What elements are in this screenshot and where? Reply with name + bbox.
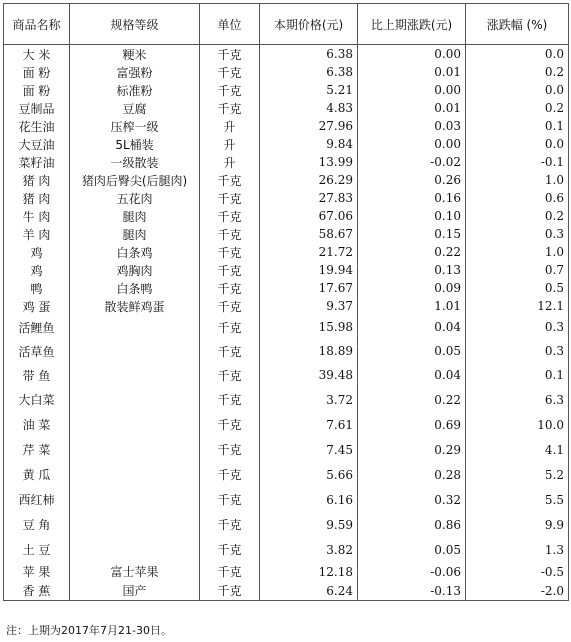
cell-change-amount: 0.05 xyxy=(358,537,466,562)
cell-current-price: 9.59 xyxy=(260,512,358,537)
cell-unit: 千克 xyxy=(200,462,260,487)
cell-change-amount: 0.29 xyxy=(358,437,466,462)
cell-unit: 千克 xyxy=(200,297,260,315)
cell-change-percent: 0.0 xyxy=(466,45,569,64)
cell-change-amount: 0.00 xyxy=(358,45,466,64)
table-row xyxy=(4,207,569,225)
cell-change-amount: 0.22 xyxy=(358,243,466,261)
cell-unit: 千克 xyxy=(200,261,260,279)
cell-change-percent: -2.0 xyxy=(466,581,569,601)
table-row xyxy=(4,225,569,243)
cell-change-percent: 6.3 xyxy=(466,387,569,412)
header-spec-grade: 规格等级 xyxy=(70,4,200,45)
cell-unit: 升 xyxy=(200,153,260,171)
cell-change-percent: 1.0 xyxy=(466,243,569,261)
cell-spec-grade: 白条鸭 xyxy=(70,279,200,297)
cell-unit: 千克 xyxy=(200,315,260,339)
cell-current-price: 9.84 xyxy=(260,135,358,153)
table-row xyxy=(4,135,569,153)
cell-change-percent: 1.3 xyxy=(466,537,569,562)
cell-unit: 千克 xyxy=(200,562,260,581)
cell-spec-grade xyxy=(70,315,200,339)
cell-product-name: 面 粉 xyxy=(4,81,70,99)
cell-change-amount: 0.01 xyxy=(358,99,466,117)
cell-change-amount: 0.03 xyxy=(358,117,466,135)
cell-product-name: 芹 菜 xyxy=(4,437,70,462)
table-row xyxy=(4,63,569,81)
cell-current-price: 27.96 xyxy=(260,117,358,135)
table-row xyxy=(4,387,569,412)
cell-change-percent: 0.3 xyxy=(466,339,569,363)
table-row xyxy=(4,99,569,117)
cell-change-amount: -0.13 xyxy=(358,581,466,601)
cell-change-percent: -0.5 xyxy=(466,562,569,581)
cell-unit: 千克 xyxy=(200,437,260,462)
cell-change-amount: 0.69 xyxy=(358,412,466,437)
cell-change-percent: 12.1 xyxy=(466,297,569,315)
cell-change-percent: 5.2 xyxy=(466,462,569,487)
cell-spec-grade: 压榨一级 xyxy=(70,117,200,135)
cell-current-price: 21.72 xyxy=(260,243,358,261)
cell-current-price: 9.37 xyxy=(260,297,358,315)
cell-product-name: 菜籽油 xyxy=(4,153,70,171)
cell-change-amount: 0.22 xyxy=(358,387,466,412)
cell-change-percent: 0.3 xyxy=(466,315,569,339)
cell-product-name: 豆制品 xyxy=(4,99,70,117)
table-row xyxy=(4,81,569,99)
cell-current-price: 3.72 xyxy=(260,387,358,412)
cell-spec-grade: 富强粉 xyxy=(70,63,200,81)
cell-spec-grade: 标准粉 xyxy=(70,81,200,99)
cell-unit: 千克 xyxy=(200,387,260,412)
cell-change-percent: 0.2 xyxy=(466,63,569,81)
cell-current-price: 15.98 xyxy=(260,315,358,339)
price-table xyxy=(3,3,569,601)
table-row xyxy=(4,462,569,487)
cell-change-amount: 0.04 xyxy=(358,363,466,387)
cell-product-name: 活鲤鱼 xyxy=(4,315,70,339)
table-row xyxy=(4,412,569,437)
cell-current-price: 6.38 xyxy=(260,45,358,64)
cell-spec-grade xyxy=(70,512,200,537)
cell-spec-grade xyxy=(70,412,200,437)
header-product-name: 商品名称 xyxy=(4,4,70,45)
cell-spec-grade: 腿肉 xyxy=(70,207,200,225)
cell-product-name: 西红柿 xyxy=(4,487,70,512)
cell-change-amount: 0.04 xyxy=(358,315,466,339)
table-row xyxy=(4,437,569,462)
header-current-price: 本期价格(元) xyxy=(260,4,358,45)
cell-current-price: 6.24 xyxy=(260,581,358,601)
cell-unit: 千克 xyxy=(200,243,260,261)
footnote: 注：上期为2017年7月21-30日。 xyxy=(6,624,172,637)
cell-change-amount: 0.10 xyxy=(358,207,466,225)
cell-product-name: 鸡 xyxy=(4,243,70,261)
table-row xyxy=(4,512,569,537)
cell-unit: 千克 xyxy=(200,81,260,99)
cell-spec-grade: 粳米 xyxy=(70,45,200,64)
cell-spec-grade: 富士苹果 xyxy=(70,562,200,581)
cell-product-name: 面 粉 xyxy=(4,63,70,81)
cell-current-price: 13.99 xyxy=(260,153,358,171)
cell-change-percent: 0.0 xyxy=(466,135,569,153)
cell-spec-grade: 国产 xyxy=(70,581,200,601)
cell-change-amount: 0.05 xyxy=(358,339,466,363)
cell-change-percent: 0.6 xyxy=(466,189,569,207)
cell-spec-grade xyxy=(70,363,200,387)
cell-change-percent: -0.1 xyxy=(466,153,569,171)
table-row xyxy=(4,487,569,512)
cell-current-price: 26.29 xyxy=(260,171,358,189)
table-row xyxy=(4,45,569,64)
cell-change-amount: 0.09 xyxy=(358,279,466,297)
table-row xyxy=(4,279,569,297)
cell-product-name: 大豆油 xyxy=(4,135,70,153)
cell-unit: 千克 xyxy=(200,99,260,117)
table-row xyxy=(4,153,569,171)
cell-change-amount: 0.28 xyxy=(358,462,466,487)
cell-product-name: 活草鱼 xyxy=(4,339,70,363)
header-change-amount: 比上期涨跌(元) xyxy=(358,4,466,45)
cell-unit: 千克 xyxy=(200,45,260,64)
cell-spec-grade xyxy=(70,537,200,562)
cell-change-amount: 0.32 xyxy=(358,487,466,512)
cell-current-price: 3.82 xyxy=(260,537,358,562)
table-row xyxy=(4,189,569,207)
cell-change-amount: 0.00 xyxy=(358,135,466,153)
cell-unit: 千克 xyxy=(200,487,260,512)
cell-change-percent: 0.5 xyxy=(466,279,569,297)
header-row xyxy=(4,4,569,45)
table-row xyxy=(4,261,569,279)
cell-unit: 千克 xyxy=(200,363,260,387)
cell-current-price: 4.83 xyxy=(260,99,358,117)
cell-unit: 升 xyxy=(200,117,260,135)
cell-spec-grade: 5L桶装 xyxy=(70,135,200,153)
cell-change-percent: 0.1 xyxy=(466,363,569,387)
table-row xyxy=(4,315,569,339)
cell-product-name: 土 豆 xyxy=(4,537,70,562)
cell-product-name: 鸡 xyxy=(4,261,70,279)
cell-change-amount: -0.06 xyxy=(358,562,466,581)
header-change-percent: 涨跌幅 (%) xyxy=(466,4,569,45)
cell-change-percent: 0.7 xyxy=(466,261,569,279)
cell-change-amount: 0.01 xyxy=(358,63,466,81)
cell-product-name: 鸭 xyxy=(4,279,70,297)
table-row xyxy=(4,243,569,261)
cell-change-percent: 10.0 xyxy=(466,412,569,437)
cell-spec-grade xyxy=(70,462,200,487)
cell-change-amount: 1.01 xyxy=(358,297,466,315)
cell-spec-grade: 鸡胸肉 xyxy=(70,261,200,279)
cell-current-price: 18.89 xyxy=(260,339,358,363)
cell-unit: 千克 xyxy=(200,189,260,207)
cell-spec-grade: 五花肉 xyxy=(70,189,200,207)
cell-current-price: 12.18 xyxy=(260,562,358,581)
cell-spec-grade xyxy=(70,339,200,363)
cell-unit: 千克 xyxy=(200,171,260,189)
cell-spec-grade xyxy=(70,387,200,412)
cell-change-amount: 0.86 xyxy=(358,512,466,537)
cell-current-price: 17.67 xyxy=(260,279,358,297)
cell-change-percent: 5.5 xyxy=(466,487,569,512)
table-row xyxy=(4,562,569,581)
cell-change-amount: 0.15 xyxy=(358,225,466,243)
cell-current-price: 67.06 xyxy=(260,207,358,225)
table-row xyxy=(4,117,569,135)
cell-spec-grade: 散装鲜鸡蛋 xyxy=(70,297,200,315)
cell-unit: 千克 xyxy=(200,225,260,243)
cell-product-name: 花生油 xyxy=(4,117,70,135)
cell-current-price: 5.21 xyxy=(260,81,358,99)
cell-change-amount: 0.16 xyxy=(358,189,466,207)
cell-spec-grade xyxy=(70,437,200,462)
cell-change-amount: 0.00 xyxy=(358,81,466,99)
cell-current-price: 7.61 xyxy=(260,412,358,437)
cell-current-price: 19.94 xyxy=(260,261,358,279)
cell-product-name: 鸡 蛋 xyxy=(4,297,70,315)
cell-change-percent: 0.2 xyxy=(466,99,569,117)
cell-unit: 千克 xyxy=(200,581,260,601)
cell-product-name: 羊 肉 xyxy=(4,225,70,243)
table-body xyxy=(4,45,569,601)
cell-unit: 升 xyxy=(200,135,260,153)
cell-product-name: 大 米 xyxy=(4,45,70,64)
cell-change-percent: 4.1 xyxy=(466,437,569,462)
cell-product-name: 香 蕉 xyxy=(4,581,70,601)
cell-spec-grade: 一级散装 xyxy=(70,153,200,171)
cell-change-percent: 1.0 xyxy=(466,171,569,189)
cell-product-name: 黄 瓜 xyxy=(4,462,70,487)
cell-unit: 千克 xyxy=(200,207,260,225)
cell-change-percent: 0.0 xyxy=(466,81,569,99)
cell-product-name: 苹 果 xyxy=(4,562,70,581)
cell-unit: 千克 xyxy=(200,279,260,297)
header-unit: 单位 xyxy=(200,4,260,45)
cell-spec-grade: 白条鸡 xyxy=(70,243,200,261)
table-row xyxy=(4,297,569,315)
cell-spec-grade: 豆腐 xyxy=(70,99,200,117)
cell-product-name: 牛 肉 xyxy=(4,207,70,225)
cell-current-price: 7.45 xyxy=(260,437,358,462)
cell-unit: 千克 xyxy=(200,63,260,81)
cell-product-name: 油 菜 xyxy=(4,412,70,437)
cell-current-price: 6.16 xyxy=(260,487,358,512)
cell-current-price: 58.67 xyxy=(260,225,358,243)
cell-change-percent: 9.9 xyxy=(466,512,569,537)
cell-product-name: 豆 角 xyxy=(4,512,70,537)
cell-change-percent: 0.1 xyxy=(466,117,569,135)
cell-unit: 千克 xyxy=(200,512,260,537)
table-row xyxy=(4,363,569,387)
cell-spec-grade: 猪肉后臀尖(后腿肉) xyxy=(70,171,200,189)
cell-current-price: 39.48 xyxy=(260,363,358,387)
cell-product-name: 带 鱼 xyxy=(4,363,70,387)
cell-product-name: 大白菜 xyxy=(4,387,70,412)
cell-current-price: 27.83 xyxy=(260,189,358,207)
cell-spec-grade xyxy=(70,487,200,512)
cell-spec-grade: 腿肉 xyxy=(70,225,200,243)
table-row xyxy=(4,171,569,189)
cell-change-amount: 0.13 xyxy=(358,261,466,279)
cell-unit: 千克 xyxy=(200,412,260,437)
table-row xyxy=(4,339,569,363)
cell-current-price: 6.38 xyxy=(260,63,358,81)
cell-change-amount: 0.26 xyxy=(358,171,466,189)
cell-product-name: 猪 肉 xyxy=(4,171,70,189)
cell-change-amount: -0.02 xyxy=(358,153,466,171)
cell-change-percent: 0.3 xyxy=(466,225,569,243)
table-row xyxy=(4,537,569,562)
cell-unit: 千克 xyxy=(200,339,260,363)
cell-product-name: 猪 肉 xyxy=(4,189,70,207)
cell-current-price: 5.66 xyxy=(260,462,358,487)
cell-unit: 千克 xyxy=(200,537,260,562)
cell-change-percent: 0.2 xyxy=(466,207,569,225)
table-row xyxy=(4,581,569,601)
